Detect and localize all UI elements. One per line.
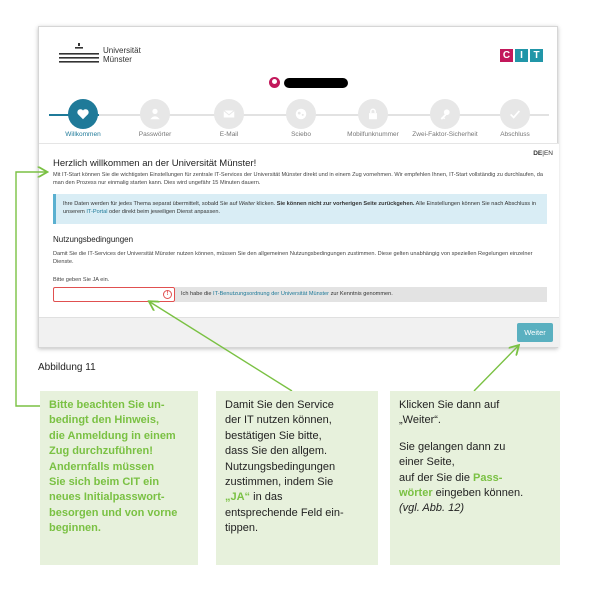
figure-caption: Abbildung 11 [38,362,96,373]
user-area [269,77,348,88]
callout-left-line: die Anmeldung in einem [49,429,176,442]
callout-mid-line: tippen. [225,522,259,535]
step-email [189,99,269,138]
callout-right-text: eingeben können. [432,487,524,500]
callout-right-line: „Weiter“. [399,414,441,427]
step-abschluss [475,99,555,138]
users-icon [148,107,162,121]
page-title: Herzlich willkommen an der Universität Münster! [53,158,257,169]
cit-logo-i: I [515,49,528,62]
callout-mid-line [225,490,369,505]
callout-right-line: Klicken Sie dann auf [399,399,500,411]
info-warning: Sie können nicht zur vorherigen Seite zurückgehen. [276,201,415,207]
heart-icon [76,107,90,121]
language-switch [533,150,553,157]
lang-en[interactable]: EN [543,150,553,157]
step-passwoerter [115,99,195,138]
callout-passwoerter-1: Pass- [473,471,503,484]
benutzungsordnung-link[interactable]: IT-Benutzungsordnung der Universität Münster [213,291,330,297]
info-weiter: Weiter [238,201,255,207]
callout-right [390,391,560,565]
arrow-right [474,346,518,391]
callout-left-line: Bitte beachten Sie un- [49,399,165,411]
step-label: E-Mail [219,131,239,138]
callout-right-text: auf der Sie die [399,471,473,484]
callout-right-line [399,471,551,486]
user-avatar-icon [269,77,280,88]
confirm-text-1: Ich habe die [181,291,214,297]
info-text-1: Ihre Daten werden für jedes Thema separat übermittelt, sobald Sie auf [63,201,239,207]
step-label: Willkommen [65,131,101,138]
ja-input[interactable] [53,287,175,302]
callout-mid-line: zustimmen, indem Sie [225,476,334,489]
callout-middle [216,391,378,565]
info-text-4: oder direkt beim jeweiligen Dienst anpassen. [107,209,221,215]
step-zwei-faktor [405,99,485,138]
content-area [39,143,559,319]
callout-passwoerter-2: wörter [399,487,433,500]
callout-reference: (vgl. Abb. 12) [399,502,465,515]
cit-logo [500,49,543,62]
mail-icon [222,107,236,121]
callout-left-line: Zug durchzuführen! [49,445,153,458]
lang-separator: | [542,150,544,157]
callout-left-line: neues Initialpasswort- [49,491,165,504]
it-portal-link[interactable]: IT-Portal [86,209,108,215]
step-label: Abschluss [500,131,530,138]
redacted-username [284,78,348,88]
intro-text: Mit IT-Start können Sie die wichtigsten Einstellungen für zentrale IT-Services der Universität Münster direkt und in einem Zug vornehmen. Wir empfehlen Ihnen, IT-Start vollständig zu durchlaufen, da man den Prozess nur einmalig starten kann. Dies wird ungefähr 15 Minuten dauern. [53,172,544,186]
step-willkommen [43,99,123,138]
screenshot-panel [38,26,558,348]
cit-logo-t: T [530,49,543,62]
step-label: Passwörter [138,131,172,138]
cloud-icon [294,107,308,121]
terms-text: Damit Sie die IT-Services der Universität Münster nutzen können, müssen Sie den allgemeinen Nutzungsbedingungen zustimmen. Diese gelten unabhängig von speziellen Regelungen einzelner Dienste. [53,251,533,265]
weiter-button[interactable]: Weiter [517,323,553,342]
check-icon [508,107,522,121]
callout-right-line: Sie gelangen dann zu [399,440,506,453]
callout-right-line: einer Seite, [399,456,455,469]
confirm-bar [175,287,547,302]
callout-left-line: Sie sich beim CIT ein [49,476,160,489]
error-icon: ! [163,290,172,299]
step-label: Zwei-Faktor-Sicherheit [412,131,478,138]
info-text-3: Alle Einstellungen können Sie nach Abschluss in unserem [63,201,537,215]
step-sciebo [261,99,341,138]
callout-mid-line: der IT nutzen können, [225,414,332,427]
uni-name-line1: Universität [103,46,141,55]
callout-mid-line: dass Sie den allgem. [225,445,328,458]
key-icon [438,107,452,121]
cit-logo-c: C [500,49,513,62]
progress-stepper [39,97,559,143]
footer-bar [39,317,559,347]
callout-mid-text: in das [250,491,283,504]
university-name [103,46,141,64]
callout-mid-line: bestätigen Sie bitte, [225,429,322,442]
callout-left-line: besorgen und von vorne [49,506,178,519]
step-label: Sciebo [291,131,311,138]
callout-left-line: bedingt den Hinweis, [49,414,160,427]
terms-title: Nutzungsbedingungen [53,235,134,244]
callout-left [40,391,198,565]
confirm-text-2: zur Kenntnis genommen. [329,291,393,297]
uni-name-line2: Münster [103,55,132,64]
step-mobilfunknummer [333,99,413,138]
ja-label: Bitte geben Sie JA ein. [53,277,110,283]
callout-mid-line: entsprechende Feld ein- [225,506,344,519]
lang-de[interactable]: DE [533,150,543,157]
info-text-2: klicken. [254,201,277,207]
callout-left-line: beginnen. [49,522,101,535]
info-box [53,194,547,224]
callout-left-line: Andernfalls müssen [49,460,155,473]
callout-right-line [399,486,551,501]
callout-mid-line: Nutzungsbedingungen [225,460,336,473]
lock-icon [366,107,380,121]
callout-mid-line: Damit Sie den Service [225,399,334,411]
callout-ja: „JA“ [225,491,251,504]
step-label: Mobilfunknummer [347,131,399,138]
